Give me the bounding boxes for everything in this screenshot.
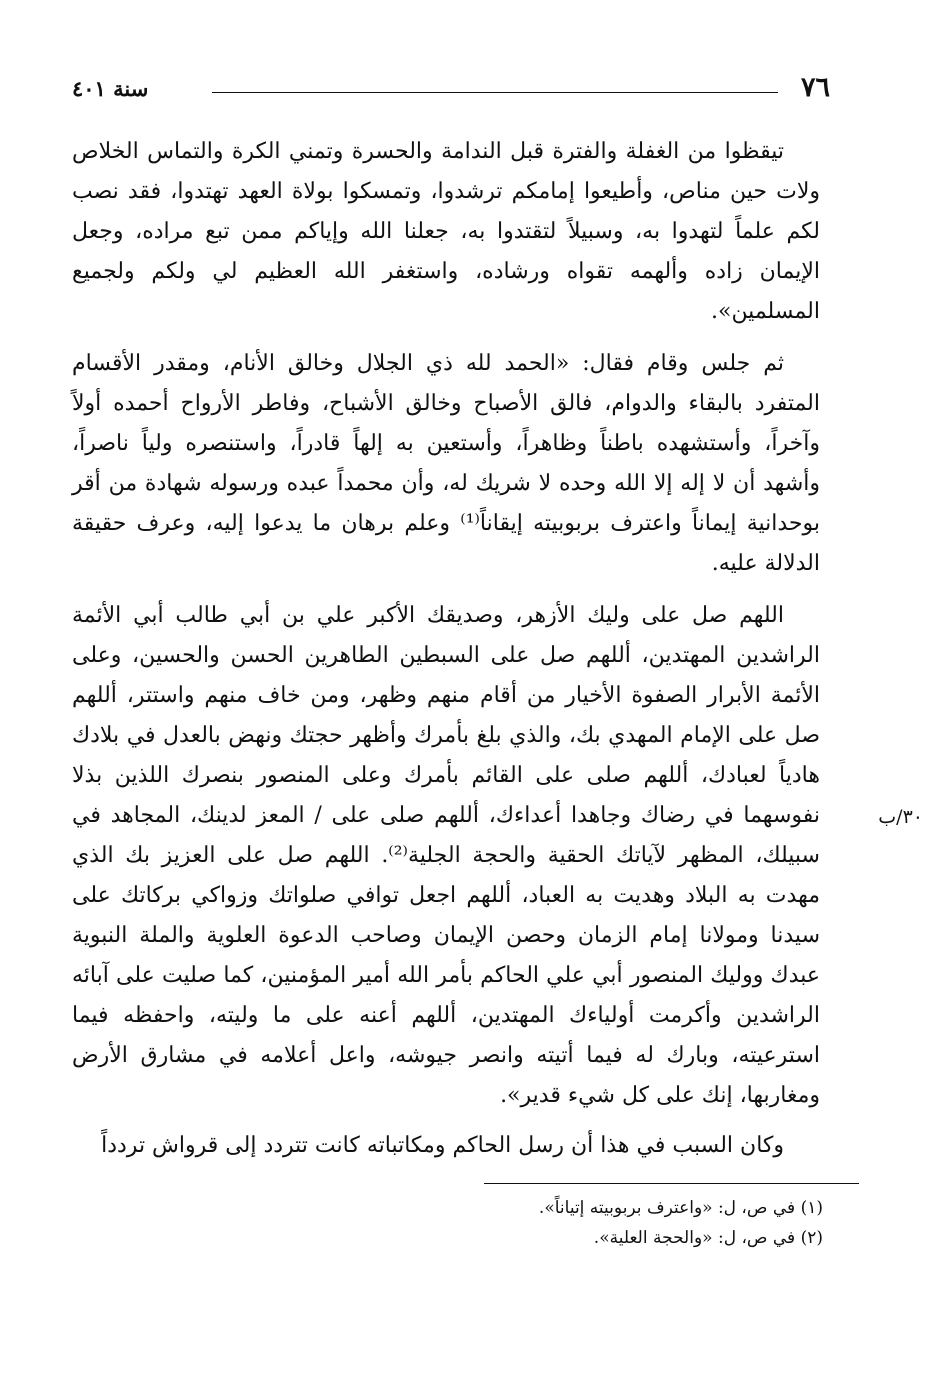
footnotes <box>539 1193 823 1253</box>
manuscript-folio-marker: ٣٠/ب <box>878 806 923 828</box>
header-rule <box>212 92 778 93</box>
paragraph: اللهم صل على وليك الأزهر، وصديقك الأكبر علي بن أبي طالب أبي الأئمة الراشدين المهتدين، أللهم صل على السبطين الطاهرين الحسن والحسين، وعلى الأئمة الأبرار الصفوة الأخيار من أقام منهم وظهر، ومن خاف منهم واستتر، أللهم صل على الإمام المهدي بك، والذي بلغ بأمرك وأظهر حجتك ونهض بالعدل في بلادك هادياً لعبادك، أللهم صلى على القائم بأمرك وعلى المنصور بنصرك اللذين بذلا نفوسهما في رضاك وجاهدا أعداءك، أللهم صلى على / المعز لدينك، المجاهد في سبيلك، المظهر لآياتك الحقية والحجة الجلية⁽²⁾. اللهم صل على العزيز بك الذي مهدت به البلاد وهديت به العباد، أللهم اجعل توافي صلواتك وزواكي بركاتك على سيدنا ومولانا إمام الزمان وحصن الإيمان وصاحب الدعوة العلوية والملة النبوية عبدك ووليك المنصور أبي علي الحاكم بأمر الله أمير المؤمنين، كما صليت على آبائه الراشدين وأكرمت أولياءك المهتدين، أللهم أعنه على ما وليته، واحفظه فيما استرعيته، وبارك له فيما أتيته وانصر جيوشه، واعل أعلامه في مشارق الأرض ومغاربها، إنك على كل شيء قدير». <box>72 603 820 1108</box>
page-header <box>72 70 830 110</box>
running-title: سنة ٤٠١ <box>72 76 149 101</box>
footnote-rule <box>484 1183 859 1184</box>
footnote: (٢) في ص، ل: «والحجة العلية». <box>593 1228 823 1248</box>
footnote: (١) في ص، ل: «واعترف بربوبيته إتياناً». <box>538 1198 823 1218</box>
paragraph: وكان السبب في هذا أن رسل الحاكم ومكاتباته كانت تتردد إلى قرواش تردداً <box>101 1133 784 1158</box>
page-number: ٧٦ <box>800 72 830 103</box>
paragraph: تيقظوا من الغفلة والفترة قبل الندامة والحسرة وتمني الكرة والتماس الخلاص ولات حين مناص، وأطيعوا إمامكم ترشدوا، وتمسكوا بولاة العهد تهتدوا، فقد نصب لكم علماً لتهدوا به، وسبيلاً لتقتدوا به، جعلنا الله وإياكم ممن تبع مراده، وجعل الإيمان زاده وألهمه تقواه ورشاده، واستغفر الله العظيم لي ولكم ولجميع المسلمين». <box>72 139 820 324</box>
paragraph: ثم جلس وقام فقال: «الحمد لله ذي الجلال وخالق الأنام، ومقدر الأقسام المتفرد بالبقاء والدوام، فالق الأصباح وخالق الأشباح، وفاطر الأرواح أحمده أولاً وآخراً، وأستشهده باطناً وظاهراً، وأستعين به إلهاً قادراً، واستنصره ولياً ناصراً، وأشهد أن لا إله إلا الله وحده لا شريك له، وأن محمداً عبده ورسوله شهادة من أقر بوحدانية إيماناً واعترف بربوبيته إيقاناً⁽¹⁾ وعلم برهان ما يدعوا إليه، وعرف حقيقة الدلالة عليه. <box>72 351 821 576</box>
main-text <box>72 132 820 1178</box>
